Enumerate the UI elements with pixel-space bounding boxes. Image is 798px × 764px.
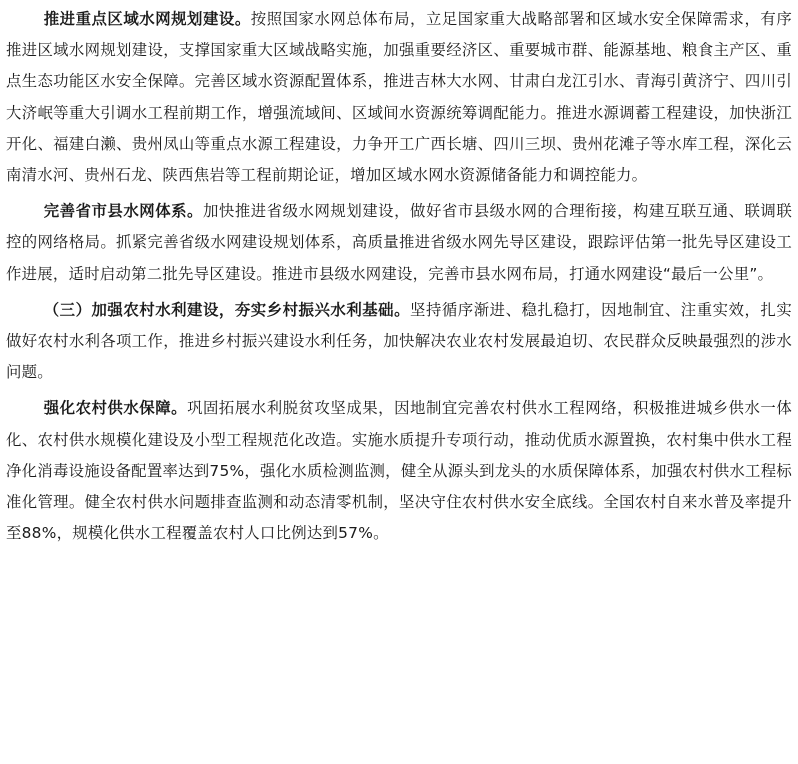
paragraph-rural-water-conservancy [6, 295, 792, 389]
paragraph-body: 巩固拓展水利脱贫攻坚成果，因地制宜完善农村供水工程网络，积极推进城乡供水一体化、农村供水规模化建设及小型工程规范化改造。实施水质提升专项行动，推动优质水源置换，农村集中供水工程净化消毒设施设备配置率达到75%，强化水质检测监测，健全从源头到龙头的水质保障体系，加强农村供水工程标准化管理。健全农村供水问题排查监测和动态清零机制，坚决守住农村供水安全底线。全国农村自来水普及率提升至88%，规模化供水工程覆盖农村人口比例达到57%。 [6, 399, 792, 543]
paragraph-regional-water-network [6, 4, 792, 191]
paragraph-heading: 推进重点区域水网规划建设。 [43, 10, 251, 28]
paragraph-heading: 完善省市县水网体系。 [43, 202, 203, 221]
paragraph-body: 坚持循序渐进、稳扎稳打，因地制宜、注重实效，扎实做好农村水利各项工作，推进乡村振兴建设水利任务，加快解决农业农村发展最迫切、农民群众反映最强烈的涉水问题。 [6, 300, 792, 382]
paragraph-provincial-water-network [6, 196, 792, 290]
section-heading: （三）加强农村水利建设，夯实乡村振兴水利基础。 [43, 300, 411, 319]
paragraph-rural-water-supply [6, 393, 792, 549]
paragraph-heading: 强化农村供水保障。 [43, 399, 188, 418]
paragraph-body: 加快推进省级水网规划建设，做好省市县级水网的合理衔接，构建互联互通、联调联控的网络格局。抓紧完善省级水网建设规划体系，高质量推进省级水网先导区建设，跟踪评估第一批先导区建设工作进展，适时启动第二批先导区建设。推进市县级水网建设，完善市县水网布局，打通水网建设“最后一公里”。 [6, 202, 792, 283]
paragraph-body: 按照国家水网总体布局，立足国家重大战略部署和区域水安全保障需求，有序推进区域水网规划建设，支撑国家重大区域战略实施，加强重要经济区、重要城市群、能源基地、粮食主产区、重点生态功能区水安全保障。完善区域水资源配置体系，推进吉林大水网、甘肃白龙江引水、青海引黄济宁、四川引大济岷等重大引调水工程前期工作，增强流域间、区域间水资源统筹调配能力。推进水源调蓄工程建设，加快浙江开化、福建白濑、贵州凤山等重点水源工程建设，力争开工广西长塘、四川三坝、贵州花滩子等水库工程，深化云南清水河、贵州石龙、陕西焦岩等工程前期论证，增加区域水网水资源储备能力和调控能力。 [6, 10, 792, 185]
